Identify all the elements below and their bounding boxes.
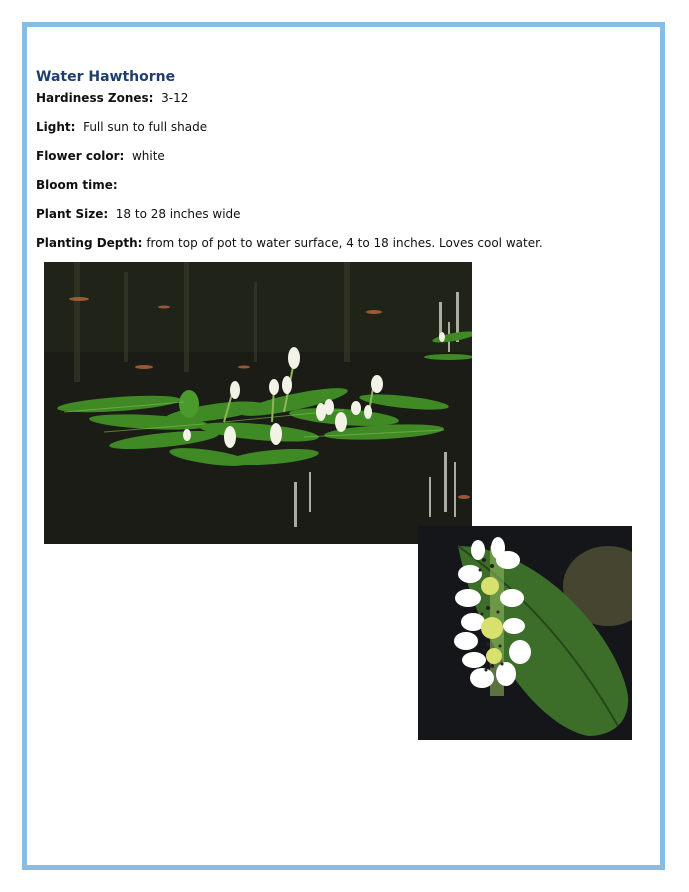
bloom-time-row — [36, 178, 122, 192]
planting-depth-row — [36, 236, 543, 250]
plant-size-row — [36, 207, 241, 221]
hardiness-zones-row — [36, 91, 188, 105]
plant-size-label: Plant Size: — [36, 207, 109, 221]
hardiness-zones-label: Hardiness Zones: — [36, 91, 154, 105]
bloom-time-label: Bloom time: — [36, 178, 118, 192]
light-row — [36, 120, 207, 134]
flower-closeup-photo — [418, 526, 632, 740]
flower-color-value: white — [131, 149, 165, 163]
light-value: Full sun to full shade — [83, 120, 208, 134]
hardiness-zones-value: 3-12 — [161, 91, 189, 105]
planting-depth-value: from top of pot to water surface, 4 to 18 inches. Loves cool water. — [146, 236, 543, 250]
water-hawthorne-photo — [44, 262, 472, 544]
flower-color-row — [36, 149, 165, 163]
page-title: Water Hawthorne — [36, 69, 176, 85]
light-label: Light: — [36, 120, 76, 134]
flower-color-label: Flower color: — [36, 149, 125, 163]
planting-depth-label: Planting Depth: — [36, 236, 143, 250]
plant-size-value: 18 to 28 inches wide — [115, 207, 241, 221]
